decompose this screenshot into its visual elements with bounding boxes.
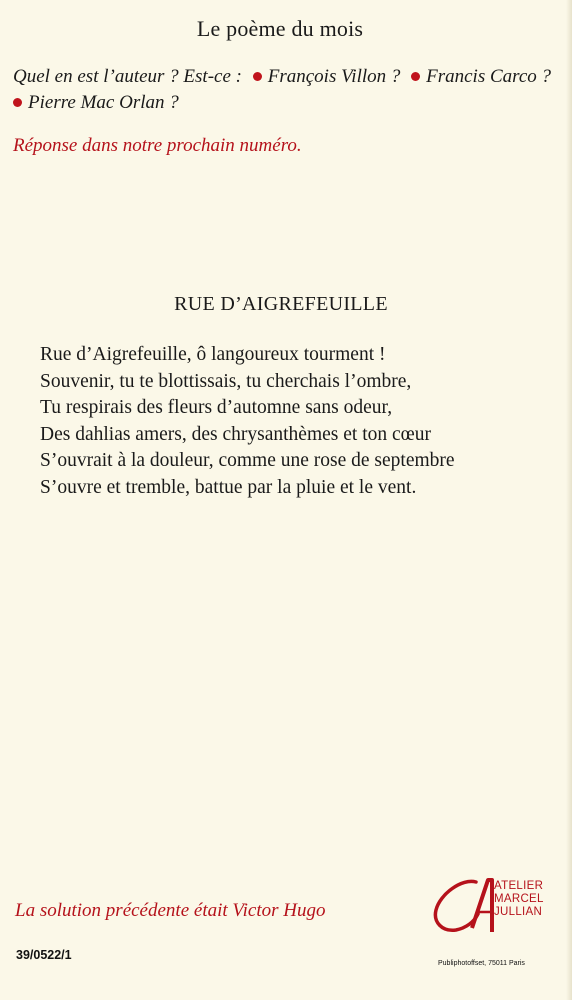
bullet-icon	[13, 98, 22, 107]
bullet-icon	[411, 72, 420, 81]
option-mac-orlan: Pierre Mac Orlan ?	[28, 92, 179, 113]
previous-solution: La solution précédente était Victor Hugo	[15, 900, 326, 921]
page-edge	[566, 0, 572, 1000]
poem-line: S’ouvre et tremble, battue par la pluie et le vent.	[40, 476, 417, 498]
reference-code: 39/0522/1	[16, 948, 72, 962]
logo-line: JULLIAN	[494, 906, 543, 918]
poem-title: RUE D’AIGREFEUILLE	[174, 293, 388, 315]
poem-line: Rue d’Aigrefeuille, ô langoureux tourment !	[40, 344, 386, 365]
publisher-logo	[432, 876, 562, 936]
option-carco: Francis Carco ?	[426, 66, 552, 87]
poem-body	[40, 342, 560, 501]
author-question	[13, 64, 563, 116]
publisher-logo-text	[494, 880, 544, 919]
answer-note: Réponse dans notre prochain numéro.	[13, 135, 302, 156]
logo-line: MARCEL	[494, 893, 544, 905]
bullet-icon	[253, 72, 262, 81]
question-prefix: Quel en est l’auteur ? Est-ce :	[13, 66, 242, 87]
option-villon: François Villon ?	[267, 66, 401, 87]
poem-line: Tu respirais des fleurs d’automne sans odeur,	[40, 397, 393, 418]
logo-line: ATELIER	[494, 880, 544, 892]
printer-credit: Publiphotoffset, 75011 Paris	[438, 960, 525, 967]
poem-line: Des dahlias amers, des chrysanthèmes et ton cœur	[40, 423, 431, 445]
page-title: Le poème du mois	[196, 16, 364, 41]
poem-line: Souvenir, tu te blottissais, tu cherchais l’ombre,	[40, 370, 412, 392]
poem-line: S’ouvrait à la douleur, comme une rose de septembre	[40, 450, 455, 471]
